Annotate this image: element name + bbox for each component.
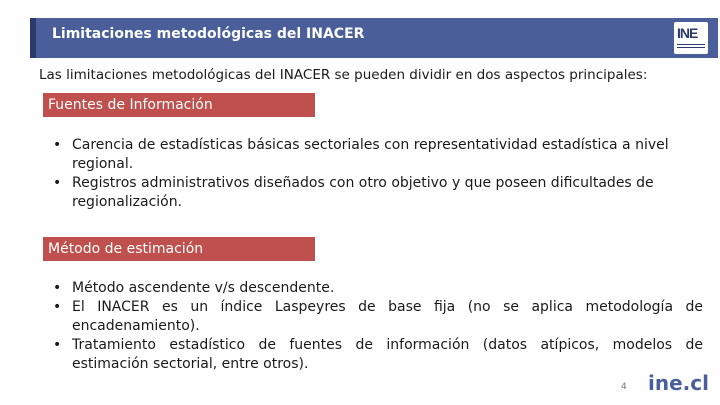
ine-logo-text: INE — [677, 25, 698, 41]
list-item: • Registros administrativos diseñados con otro objetivo y que poseen dificultades de regionalización. — [43, 174, 683, 212]
section-label-fuentes: Fuentes de Información — [43, 93, 315, 117]
list-item: • Tratamiento estadístico de fuentes de información (datos atípicos, modelos de estimación sectorial, entre otros). — [43, 336, 703, 374]
logo-divider — [677, 44, 705, 45]
bullet-list-metodo — [43, 279, 703, 374]
slide-title: Limitaciones metodológicas del INACER — [52, 26, 365, 42]
section-label-metodo: Método de estimación — [43, 237, 315, 261]
page-number: 4 — [621, 382, 627, 392]
footer-logo: ine.cl — [648, 371, 709, 395]
bullet-list-fuentes — [43, 136, 683, 212]
logo-divider — [677, 47, 705, 48]
list-item: • Carencia de estadísticas básicas sectoriales con representatividad estadística a nivel regional. — [43, 136, 683, 174]
intro-text: Las limitaciones metodológicas del INACER se pueden dividir en dos aspectos principales: — [39, 67, 648, 83]
ine-logo-icon — [674, 22, 708, 54]
list-item: • Método ascendente v/s descendente. — [43, 279, 703, 298]
header-accent — [30, 18, 36, 58]
list-item: • El INACER es un índice Laspeyres de base fija (no se aplica metodología de encadenamiento). — [43, 298, 703, 336]
